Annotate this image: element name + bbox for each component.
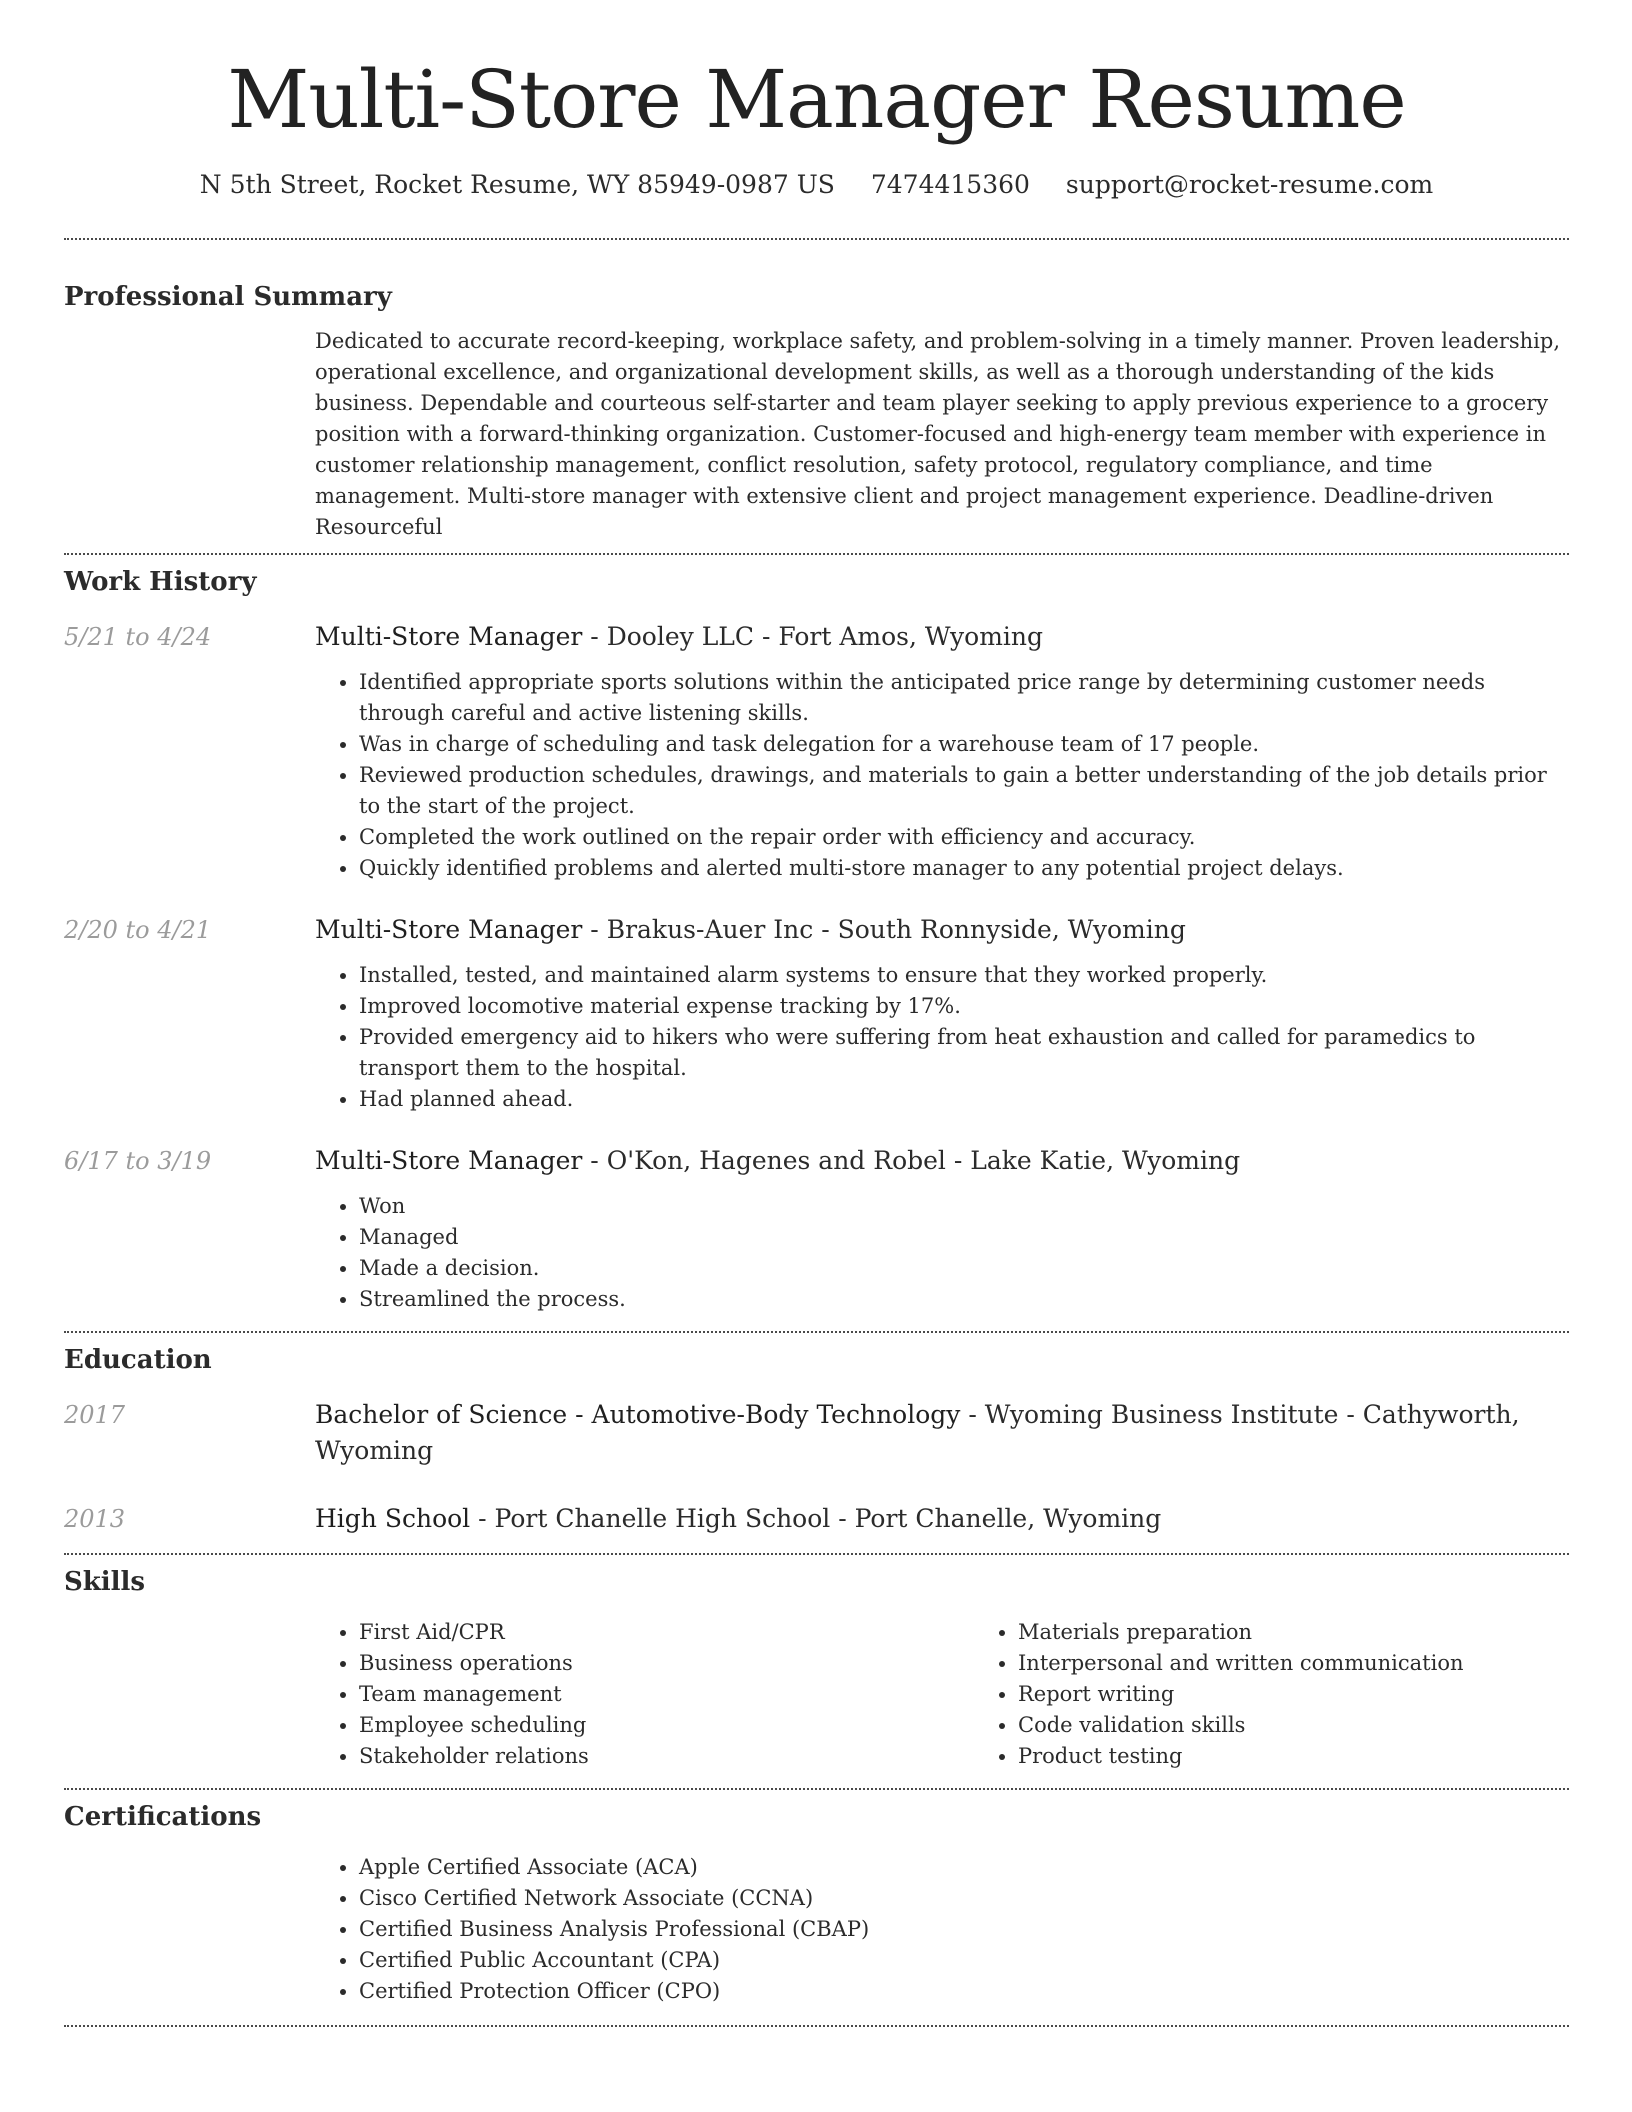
list-item: • Report writing [1018,1679,1632,1710]
list-item: • Reviewed production schedules, drawings, and materials to gain a better understanding of the job details prior to the start of the project. [359,760,1569,822]
list-item: • Completed the work outlined on the repair order with efficiency and accuracy. [359,822,1569,853]
list-item: • Streamlined the process. [359,1284,1569,1315]
job-bullets [315,1191,1569,1315]
list-item: • Materials preparation [1018,1617,1632,1648]
job-title [315,912,1569,948]
divider [64,1788,1569,1790]
contact-line [64,168,1569,202]
divider [64,238,1569,240]
list-item: • Improved locomotive material expense tracking by 17%. [359,991,1569,1022]
education-details: - Port Chanelle High School - Port Chanelle, Wyoming [470,1504,1162,1533]
job-details: - Dooley LLC - Fort Amos, Wyoming [582,622,1044,651]
skills-row [64,1617,1569,1772]
contact-address: N 5th Street, Rocket Resume, WY 85949-0987 US [199,170,835,199]
certifications-row [64,1852,1569,2007]
education-entry [64,1501,1569,1537]
job-bullets [315,960,1569,1115]
list-item: • Provided emergency aid to hikers who were suffering from heat exhaustion and called for paramedics to transport them to the hospital. [359,1022,1569,1084]
job-title [315,1143,1569,1179]
job-title [315,619,1569,655]
list-item: • Apple Certified Associate (ACA) [359,1852,1569,1883]
list-item: • Code validation skills [1018,1710,1632,1741]
education-details: - Wyoming Business Institute - Cathyworth, Wyoming [315,1400,1520,1465]
list-item: • Certified Business Analysis Professional (CBAP) [359,1914,1569,1945]
list-item: • Team management [359,1679,974,1710]
job-details: - O'Kon, Hagenes and Robel - Lake Katie, Wyoming [582,1146,1241,1175]
list-item: • Quickly identified problems and alerted multi-store manager to any potential project delays. [359,853,1569,884]
list-item: • Certified Protection Officer (CPO) [359,1976,1569,2007]
job-entry [64,1143,1569,1315]
resume-page [64,0,1569,2027]
list-item: • Identified appropriate sports solutions within the anticipated price range by determining customer needs through careful and active listening skills. [359,667,1569,729]
summary-text: Dedicated to accurate record-keeping, workplace safety, and problem-solving in a timely manner. Proven leadership, operational excellence, and organizational development skills, as well as a thorough understanding of the kids business. Dependable and courteous self-starter and team player seeking to apply previous experience to a grocery position with a forward-thinking organization. Customer-focused and high-energy team member with experience in customer relationship management, conflict resolution, safety protocol, regulatory compliance, and time management. Multi-store manager with extensive client and project management experience. Deadline-driven Resourceful [315,329,1561,539]
divider [64,2025,1569,2027]
certifications-list [315,1852,1569,2007]
contact-email: support@rocket-resume.com [1065,170,1434,199]
list-item: • Installed, tested, and maintained alarm systems to ensure that they worked properly. [359,960,1569,991]
skills-heading: Skills [64,1567,146,1597]
summary-row [64,326,1569,543]
contact-phone: 7474415360 [870,170,1030,199]
education-title [315,1501,1569,1537]
list-item: • Employee scheduling [359,1710,974,1741]
education-entry [64,1397,1569,1469]
resume-name: Multi-Store Manager Resume [227,53,1406,146]
list-item: • Made a decision. [359,1253,1569,1284]
list-item: • Managed [359,1222,1569,1253]
divider [64,553,1569,555]
list-item: • Had planned ahead. [359,1084,1569,1115]
education-year: 2017 [64,1401,126,1429]
divider [64,1553,1569,1555]
skills-list-left [315,1617,974,1772]
list-item: • Stakeholder relations [359,1741,974,1772]
job-dates: 2/20 to 4/21 [64,916,212,944]
education-title [315,1397,1569,1469]
job-details: - Brakus-Auer Inc - South Ronnyside, Wyoming [582,915,1186,944]
list-item: • Won [359,1191,1569,1222]
skills-list-right [974,1617,1632,1772]
list-item: • Business operations [359,1648,974,1679]
list-item: • First Aid/CPR [359,1617,974,1648]
certifications-heading: Certifications [64,1802,262,1832]
divider [64,1331,1569,1333]
list-item: • Was in charge of scheduling and task delegation for a warehouse team of 17 people. [359,729,1569,760]
job-entry [64,912,1569,1115]
list-item: • Interpersonal and written communication [1018,1648,1632,1679]
education-heading: Education [64,1345,212,1375]
list-item: • Certified Public Accountant (CPA) [359,1945,1569,1976]
work-heading: Work History [64,567,257,597]
list-item: • Product testing [1018,1741,1632,1772]
education-degree: Bachelor of Science - Automotive-Body Technology [315,1400,961,1429]
education-year: 2013 [64,1505,126,1533]
job-dates: 6/17 to 3/19 [64,1147,212,1175]
summary-heading: Professional Summary [64,282,392,312]
job-role: Multi-Store Manager [315,622,583,651]
job-entry [64,619,1569,884]
job-role: Multi-Store Manager [315,1146,583,1175]
education-degree: High School [315,1504,471,1533]
job-bullets [315,667,1569,884]
job-dates: 5/21 to 4/24 [64,623,212,651]
job-role: Multi-Store Manager [315,915,583,944]
list-item: • Cisco Certified Network Associate (CCNA) [359,1883,1569,1914]
